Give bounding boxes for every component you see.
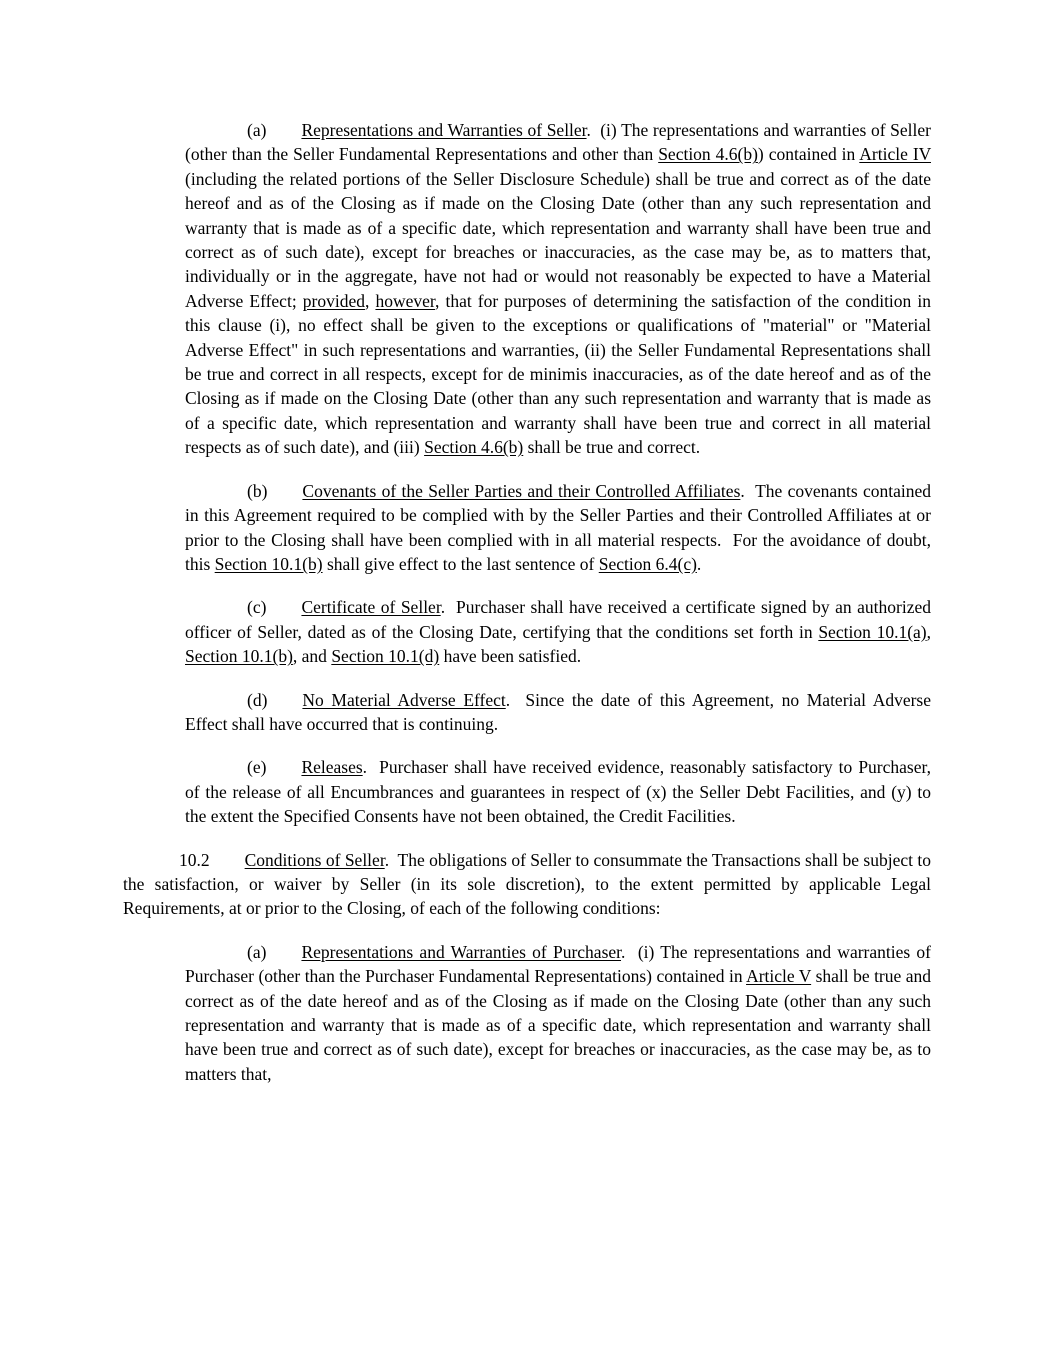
underlined-text-run: Section 10.1(a) — [818, 621, 927, 642]
underlined-text-run: Section 4.6(b) — [424, 437, 524, 458]
paragraph-10-2-a — [185, 940, 931, 1086]
text-run: . (i) The representations and warranties of Seller (other than the Seller Fundamental Representations and other than — [185, 120, 931, 165]
text-run: . The obligations of Seller to consummate the Transactions shall be subject to the satisfaction, or waiver by Seller (in its sole discretion), to the extent permitted by applicable Legal Requirements, at or prior to the Closing, of each of the following conditions: — [123, 849, 931, 919]
text-run: (b) — [247, 480, 268, 501]
underlined-text-run: Section 6.4(c) — [598, 553, 697, 574]
underlined-text-run: however — [375, 290, 435, 311]
underlined-text-run: Certificate of Seller — [301, 597, 441, 618]
text-run: . The covenants contained in this Agreement required to be complied with by the Seller Parties and their Controlled Affiliates at or prior to the Closing shall have been complied with in all material respects. For the avoidance of doubt, this — [185, 480, 931, 574]
text-run: (e) — [247, 757, 267, 778]
text-run: . Purchaser shall have received evidence, reasonably satisfactory to Purchaser, of the release of all Encumbrances and guarantees in respect of (x) the Seller Debt Facilities, and (y) to the extent the Specified Consents have not been obtained, the Credit Facilities. — [185, 757, 931, 827]
underlined-text-run: Section 10.1(b) — [214, 553, 323, 574]
text-run: shall be true and correct. — [523, 437, 701, 458]
text-run: (d) — [247, 689, 268, 710]
text-run: have been satisfied. — [439, 646, 582, 667]
text-run: . Purchaser shall have received a certificate signed by an authorized officer of Seller, dated as of the Closing Date, certifying that the conditions set forth in — [185, 597, 931, 642]
text-run: 10.2 — [179, 849, 210, 870]
underlined-text-run: Covenants of the Seller Parties and their Controlled Affiliates — [302, 480, 741, 501]
text-run: (c) — [247, 597, 267, 618]
underlined-text-run: Section 4.6(b) — [658, 144, 758, 165]
paragraph-10-2 — [123, 848, 931, 921]
text-run: shall be true and correct as of the date hereof and as of the Closing as if made on the Closing Date (other than any such representation and warranty that is made as of a specific date, which representation and warranty shall have been true and correct as of such date), except for breaches or inaccuracies, as the case may be, as to matters that, — [185, 966, 931, 1084]
text-run: . Since the date of this Agreement, no Material Adverse Effect shall have occurred that is continuing. — [185, 689, 931, 734]
text-run: . — [696, 553, 702, 574]
underlined-text-run: No Material Adverse Effect — [302, 689, 506, 710]
text-run: (a) — [247, 120, 267, 140]
text-run: , — [364, 290, 376, 311]
underlined-text-run: Releases — [301, 757, 363, 778]
underlined-text-run: Conditions of Seller — [244, 849, 385, 870]
underlined-text-run: Article V — [746, 966, 812, 987]
text-run: , — [926, 621, 931, 642]
paragraph-10-1-d — [185, 688, 931, 737]
underlined-text-run: provided — [302, 290, 365, 311]
text-run: (a) — [247, 941, 267, 962]
text-run: ) contained in — [757, 144, 860, 165]
paragraph-10-1-e — [185, 755, 931, 828]
text-run: . (i) The representations and warranties of Purchaser (other than the Purchaser Fundamental Representations) contained in — [185, 941, 931, 987]
underlined-text-run: Section 10.1(b) — [185, 646, 293, 667]
paragraph-10-1-b — [185, 479, 931, 577]
text-run: shall give effect to the last sentence of — [322, 553, 599, 574]
text-run: (including the related portions of the Seller Disclosure Schedule) shall be true and correct as of the date hereof and as of the Closing as if made on the Closing Date (other than any such representation and warranty that is made as of a specific date, which representation and warranty shall have been true and correct as of such date), except for breaches or inaccuracies, as the case may be, as to matters that, individually or in the aggregate, have not had or would not reasonably be expected to have a Material Adverse Effect; — [185, 168, 931, 311]
text-run: , that for purposes of determining the satisfaction of the condition in this clause (i), no effect shall be given to the exceptions or qualifications of "material" or "Material Adverse Effect" in such representations and warranties, (ii) the Seller Fundamental Representations shall be true and correct in all respects, except for de minimis inaccuracies, as of the date hereof and as of the Closing as if made on the Closing Date (other than any such representation and warranty that is made as of a specific date, which representation and warranty shall have been true and correct in all material respects as of such date), and (iii) — [185, 290, 931, 458]
underlined-text-run: Section 10.1(d) — [331, 646, 440, 667]
paragraph-10-1-a — [185, 118, 931, 460]
underlined-text-run: Representations and Warranties of Seller — [301, 120, 587, 140]
paragraph-10-1-c — [185, 595, 931, 668]
text-run: , and — [292, 646, 332, 667]
underlined-text-run: Representations and Warranties of Purchaser — [301, 941, 622, 962]
underlined-text-run: Article IV — [859, 144, 931, 165]
